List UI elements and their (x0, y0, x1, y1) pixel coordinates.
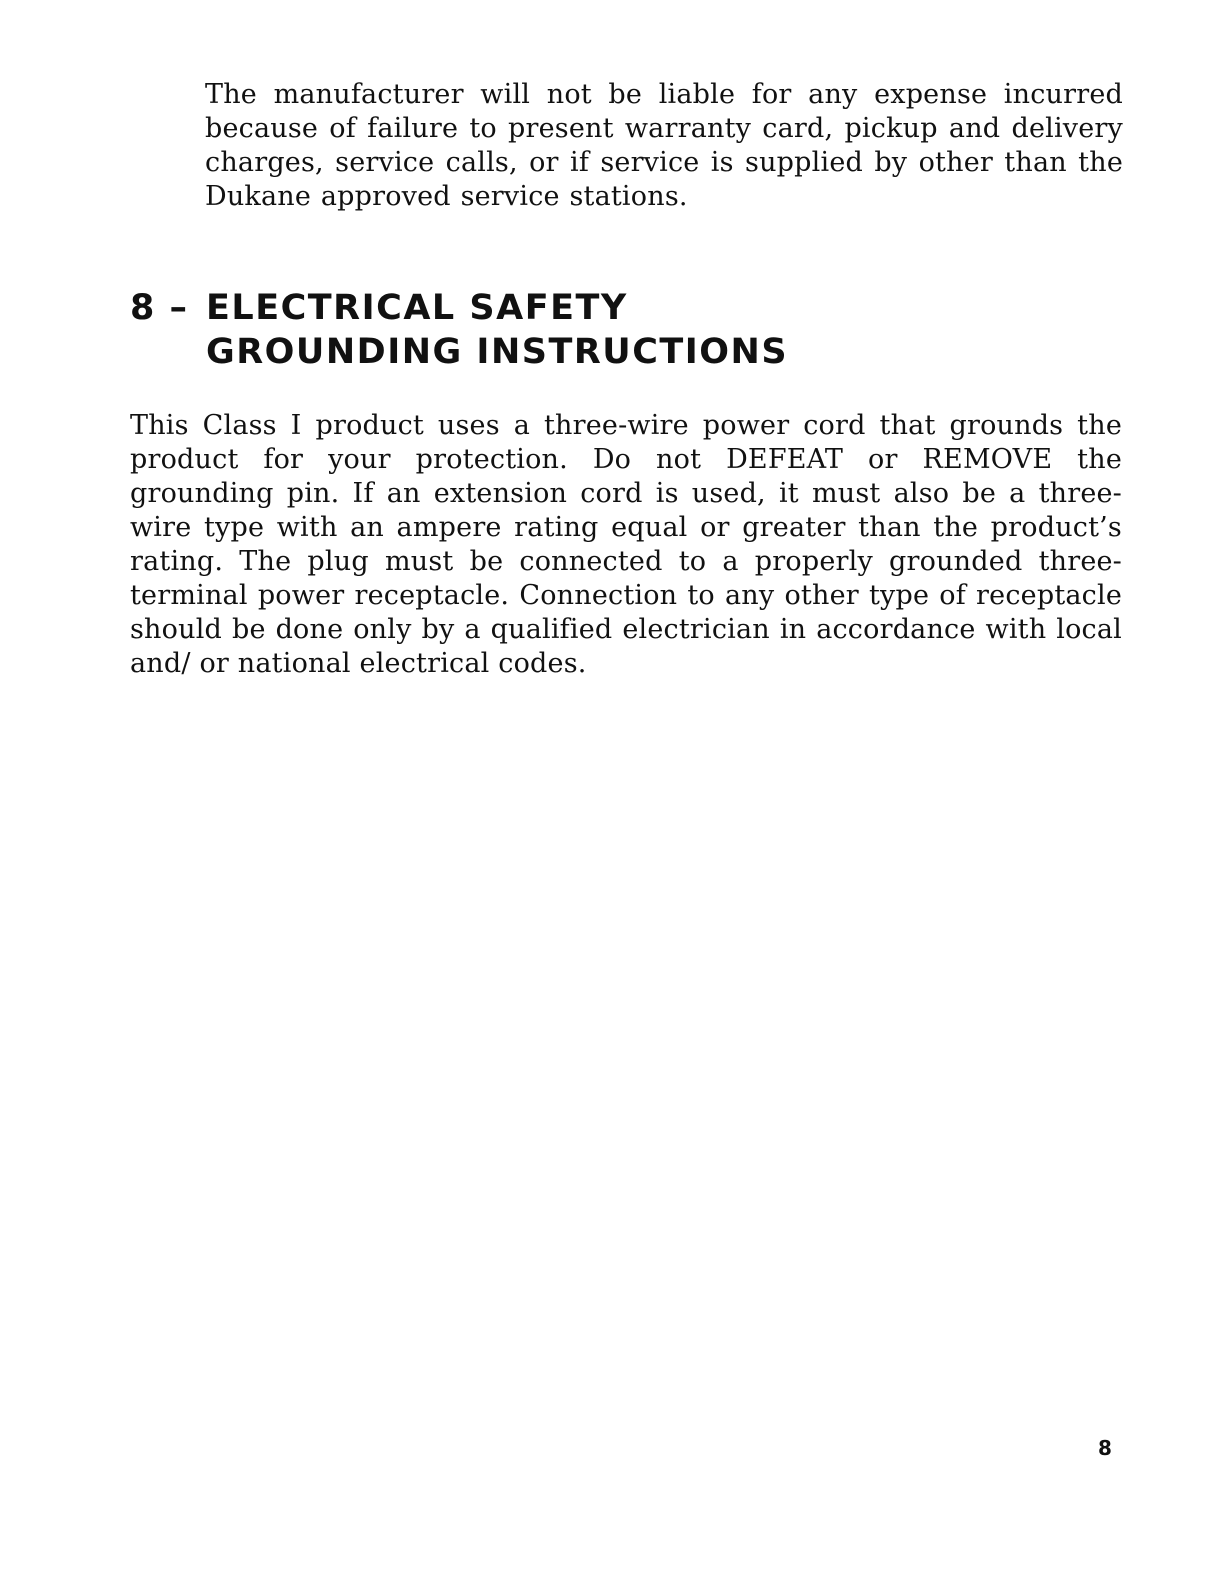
section-title-line-2: GROUNDING INSTRUCTIONS (206, 332, 789, 372)
section-number: 8 – (130, 288, 189, 328)
heading-line-1 (130, 286, 1030, 330)
warranty-paragraph: The manufacturer will not be liable for any expense incurred because of failure to present warranty card, pickup and delivery charges, service calls, or if service is supplied by other than the Dukane approved service stations. (205, 79, 1123, 212)
grounding-instructions-paragraph: This Class I product uses a three-wire power cord that grounds the product for your protection. Do not DEFEAT or REMOVE the grounding pin. If an extension cord is used, it must also be a three-wire type with an ampere rating equal or greater than the product’s rating. The plug must be connected to a properly grounded three-terminal power receptacle. Connection to any other type of receptacle should be done only by a qualified electrician in accordance with local and/ or national electrical codes. (130, 410, 1122, 679)
page-number: 8 (1098, 1436, 1112, 1460)
section-heading (130, 286, 1030, 374)
section-title-line-1: ELECTRICAL SAFETY (206, 288, 628, 328)
